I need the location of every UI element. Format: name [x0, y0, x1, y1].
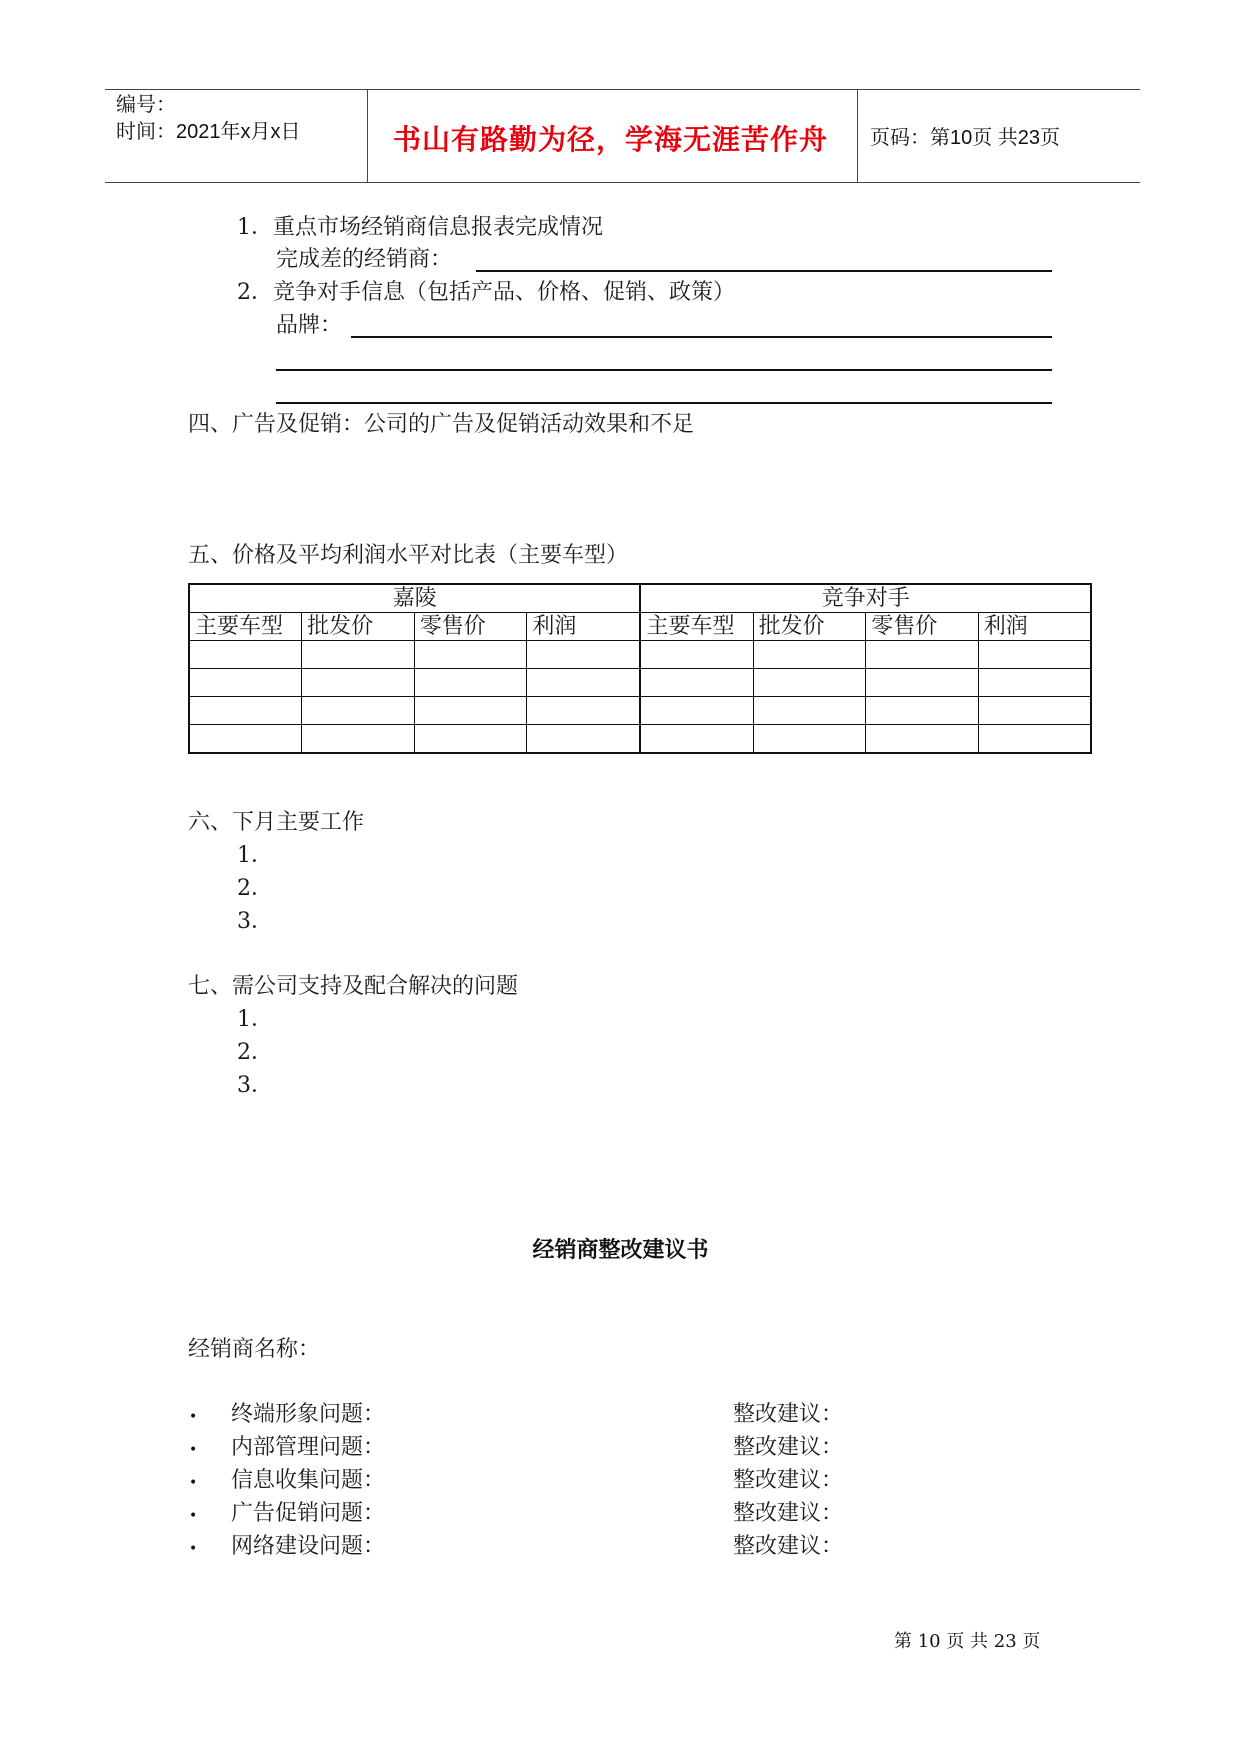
- header-divider-right: [857, 90, 858, 182]
- column-header: 零售价: [866, 613, 979, 641]
- problem-label: 信息收集问题：: [231, 1468, 386, 1493]
- table-cell: [189, 669, 302, 697]
- brand-fill-line-1: [351, 336, 1052, 338]
- table-cell: [640, 697, 753, 725]
- page-footer: 第 10 页 共 23 页: [894, 1631, 1041, 1652]
- table-cell: [302, 697, 415, 725]
- problem-label: 终端形象问题：: [231, 1402, 386, 1427]
- price-comparison-table: [188, 583, 1092, 754]
- table-cell: [640, 641, 753, 669]
- table-cell: [753, 725, 866, 754]
- table-cell: [978, 641, 1091, 669]
- table-row: [189, 697, 1091, 725]
- list-item: 3．: [237, 1073, 273, 1098]
- table-row: [189, 669, 1091, 697]
- poor-dealer-fill-line: [476, 270, 1052, 272]
- table-cell: [414, 697, 527, 725]
- table-cell: [753, 697, 866, 725]
- table-cell: [640, 669, 753, 697]
- brand-fill-line-2: [276, 369, 1052, 371]
- table-cell: [753, 641, 866, 669]
- table-cell: [978, 725, 1091, 754]
- list-item: 2．: [237, 1040, 273, 1065]
- proposal-title: 经销商整改建议书: [532, 1238, 709, 1263]
- table-cell: [978, 669, 1091, 697]
- table-cell: [189, 725, 302, 754]
- problem-label: 内部管理问题：: [231, 1435, 386, 1460]
- header-number-label: 编号：: [116, 94, 176, 116]
- bullet-icon: •: [189, 1541, 198, 1557]
- column-header: 主要车型: [189, 613, 302, 641]
- table-cell: [414, 669, 527, 697]
- competitor-info-item: 2．竞争对手信息（包括产品、价格、促销、政策）: [237, 280, 735, 305]
- header-time-label: 时间：2021年x月x日: [116, 121, 301, 143]
- problem-label: 网络建设问题：: [231, 1534, 386, 1559]
- section-6-heading: 六、下月主要工作: [188, 810, 365, 835]
- group-jialing-header: 嘉陵: [189, 584, 640, 613]
- poor-dealer-label: 完成差的经销商：: [276, 247, 453, 272]
- header-motto: 书山有路勤为径，学海无涯苦作舟: [393, 123, 829, 156]
- suggestion-label: 整改建议：: [733, 1534, 844, 1559]
- table-group-header-row: [189, 584, 1091, 613]
- table-cell: [527, 641, 641, 669]
- bullet-icon: •: [189, 1475, 198, 1491]
- list-item: 2．: [237, 876, 273, 901]
- header-top-rule: [105, 89, 1140, 90]
- table-cell: [866, 669, 979, 697]
- table-cell: [978, 697, 1091, 725]
- table-row: [189, 725, 1091, 754]
- table-cell: [866, 641, 979, 669]
- suggestion-label: 整改建议：: [733, 1402, 844, 1427]
- brand-label: 品牌：: [276, 313, 343, 338]
- bullet-icon: •: [189, 1508, 198, 1524]
- column-header: 利润: [978, 613, 1091, 641]
- bullet-icon: •: [189, 1442, 198, 1458]
- table-cell: [189, 641, 302, 669]
- bullet-icon: •: [189, 1409, 198, 1425]
- header-divider-left: [367, 90, 368, 182]
- table-cell: [414, 725, 527, 754]
- table-cell: [302, 669, 415, 697]
- column-header: 零售价: [414, 613, 527, 641]
- table-cell: [527, 669, 641, 697]
- table-cell: [753, 669, 866, 697]
- section-4-heading: 四、广告及促销：公司的广告及促销活动效果和不足: [188, 412, 695, 437]
- table-cell: [414, 641, 527, 669]
- list-item: 1．: [237, 843, 273, 868]
- table-row: [189, 641, 1091, 669]
- suggestion-label: 整改建议：: [733, 1501, 844, 1526]
- table-cell: [527, 697, 641, 725]
- column-header: 主要车型: [640, 613, 753, 641]
- suggestion-label: 整改建议：: [733, 1435, 844, 1460]
- section-5-heading: 五、价格及平均利润水平对比表（主要车型）: [188, 543, 629, 568]
- header-bottom-rule: [105, 182, 1140, 183]
- problem-label: 广告促销问题：: [231, 1501, 386, 1526]
- column-header: 批发价: [302, 613, 415, 641]
- group-competitor-header: 竞争对手: [640, 584, 1091, 613]
- brand-fill-line-3: [276, 402, 1052, 404]
- table-cell: [302, 641, 415, 669]
- table-cell: [866, 697, 979, 725]
- market-report-item: 1．重点市场经销商信息报表完成情况: [237, 215, 603, 240]
- list-item: 3．: [237, 909, 273, 934]
- table-cell: [302, 725, 415, 754]
- table-cell: [640, 725, 753, 754]
- table-cell: [189, 697, 302, 725]
- suggestion-label: 整改建议：: [733, 1468, 844, 1493]
- list-item: 1．: [237, 1007, 273, 1032]
- column-header: 批发价: [753, 613, 866, 641]
- table-column-header-row: [189, 613, 1091, 641]
- header-page-label: 页码：第10页 共23页: [870, 127, 1061, 149]
- table-cell: [527, 725, 641, 754]
- table-cell: [866, 725, 979, 754]
- section-7-heading: 七、需公司支持及配合解决的问题: [188, 974, 519, 999]
- dealer-name-label: 经销商名称：: [188, 1337, 321, 1362]
- column-header: 利润: [527, 613, 641, 641]
